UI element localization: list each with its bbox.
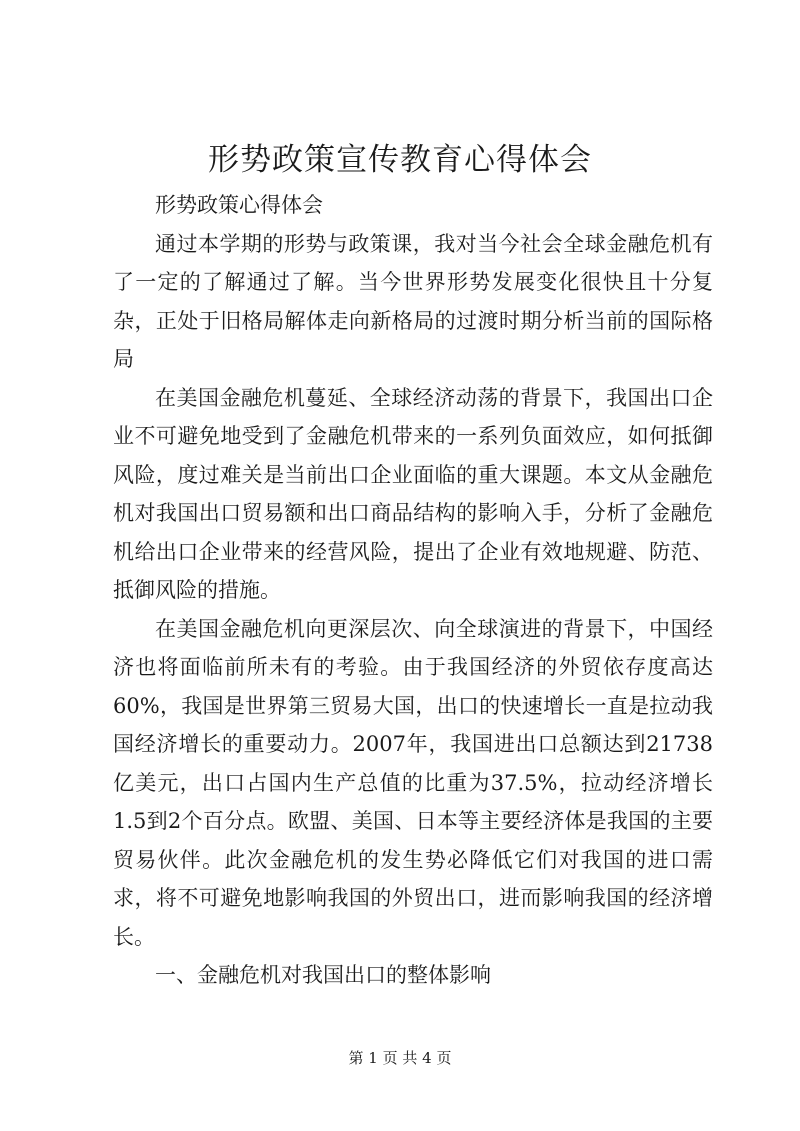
body-paragraph: 通过本学期的形势与政策课，我对当今社会全球金融危机有了一定的了解通过了解。当今世界形势发展变化很快且十分复杂，正处于旧格局解体走向新格局的过渡时期分析当前的国际格局 <box>113 231 713 371</box>
body-paragraph: 在美国金融危机蔓延、全球经济动荡的背景下，我国出口企业不可避免地受到了金融危机带来的一系列负面效应，如何抵御风险，度过难关是当前出口企业面临的重大课题。本文从金融危机对我国出口贸易额和出口商品结构的影响入手，分析了金融危机给出口企业带来的经营风险，提出了企业有效地规避、防范、抵御风险的措施。 <box>113 385 713 602</box>
subtitle-paragraph: 形势政策心得体会 <box>155 193 323 217</box>
document-title: 形势政策宣传教育心得体会 <box>208 142 592 178</box>
body-paragraph: 在美国金融危机向更深层次、向全球演进的背景下，中国经济也将面临前所未有的考验。由于我国经济的外贸依存度高达60%，我国是世界第三贸易大国，出口的快速增长一直是拉动我国经济增长的重要动力。2007年，我国进出口总额达到21738亿美元，出口占国内生产总值的比重为37.5%，拉动经济增长1.5到2个百分点。欧盟、美国、日本等主要经济体是我国的主要贸易伙伴。此次金融危机的发生势必降低它们对我国的进口需求，将不可避免地影响我国的外贸出口，进而影响我国的经济增长。 <box>113 616 713 949</box>
document-body <box>113 186 713 995</box>
page-footer: 第 1 页 共 4 页 <box>348 1049 452 1067</box>
section-heading: 一、金融危机对我国出口的整体影响 <box>155 963 491 987</box>
